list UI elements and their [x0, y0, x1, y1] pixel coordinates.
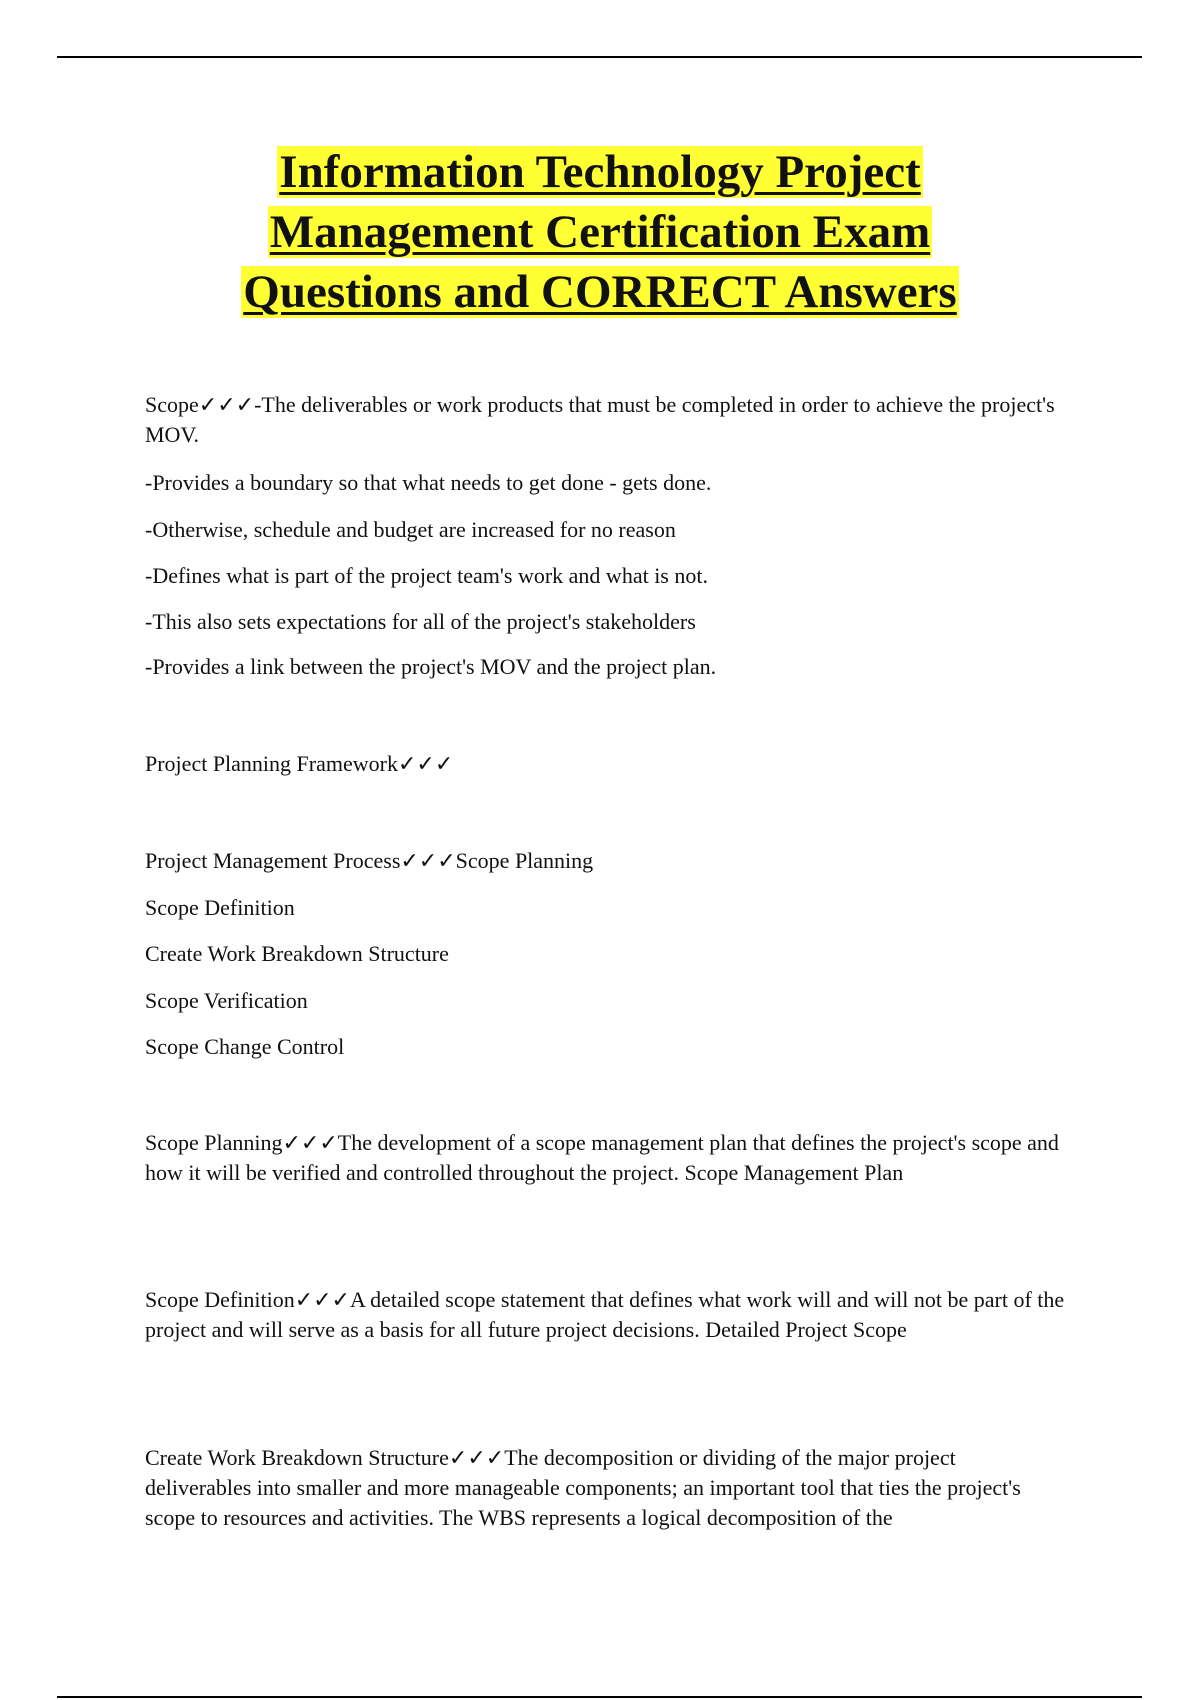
title-line-3: Questions and CORRECT Answers [243, 266, 957, 318]
paragraph: Scope Change Control [145, 1034, 345, 1059]
document-title [150, 142, 1050, 322]
title-line-1: Information Technology Project [279, 146, 921, 198]
paragraph: -Provides a boundary so that what needs to get done - gets done. [145, 470, 712, 495]
bottom-rule [57, 1696, 1142, 1698]
paragraph: -Otherwise, schedule and budget are increased for no reason [145, 517, 676, 542]
title-line-2: Management Certification Exam [269, 206, 931, 258]
paragraph: -This also sets expectations for all of the project's stakeholders [145, 609, 696, 634]
paragraph: Scope Definition [145, 895, 295, 920]
paragraph-scope: Scope✓✓✓-The deliverables or work products that must be completed in order to achieve the project's MOV. [145, 392, 1055, 447]
paragraph-project-planning-framework: Project Planning Framework✓✓✓ [145, 751, 454, 776]
paragraph-scope-definition: Scope Definition✓✓✓A detailed scope statement that defines what work will and will not be part of the project and will serve as a basis for all future project decisions. Detailed Project Scope [145, 1287, 1065, 1342]
paragraph: Create Work Breakdown Structure [145, 941, 449, 966]
paragraph-project-management-process: Project Management Process✓✓✓Scope Planning [145, 848, 594, 873]
top-rule [57, 56, 1142, 58]
paragraph-create-wbs: Create Work Breakdown Structure✓✓✓The decomposition or dividing of the major project deliverables into smaller and more manageable components; an important tool that ties the project's scope to resources and activities. The WBS represents a logical decomposition of the [145, 1445, 1021, 1530]
paragraph: -Provides a link between the project's MOV and the project plan. [145, 654, 717, 679]
paragraph: Scope Verification [145, 988, 308, 1013]
paragraph: -Defines what is part of the project team's work and what is not. [145, 563, 708, 588]
paragraph-scope-planning: Scope Planning✓✓✓The development of a scope management plan that defines the project's scope and how it will be verified and controlled throughout the project. Scope Management Plan [145, 1130, 1059, 1185]
